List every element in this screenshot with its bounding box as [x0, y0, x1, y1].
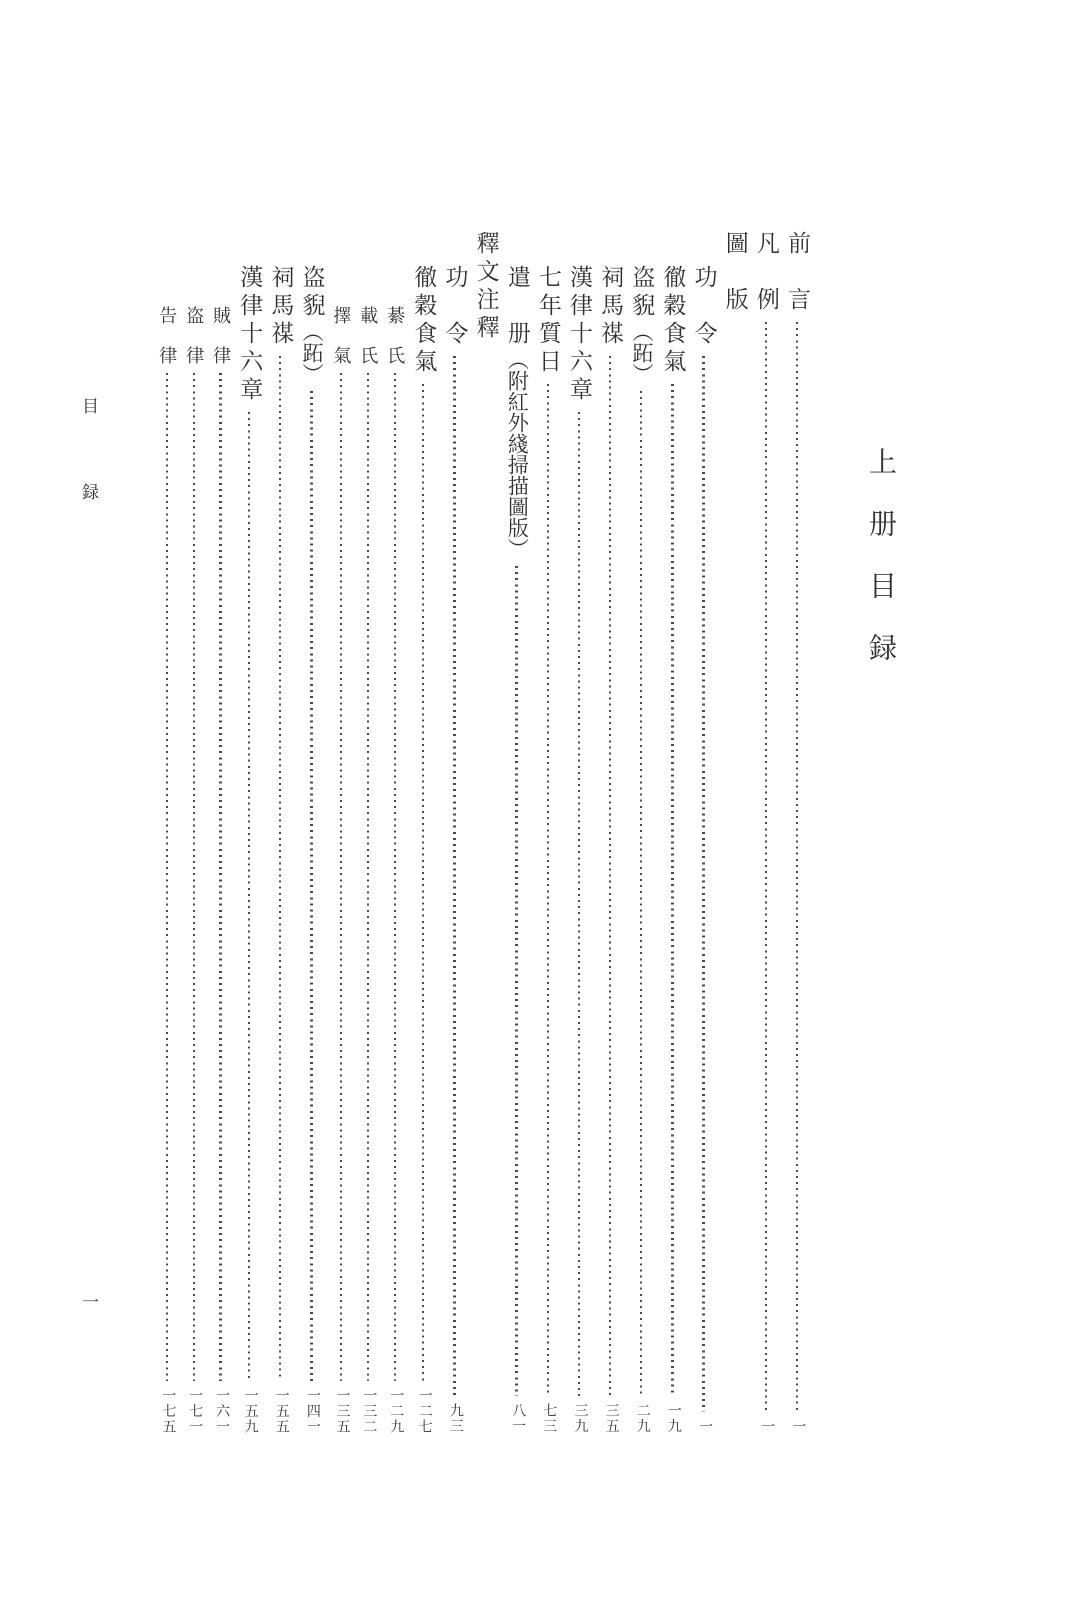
toc-page-number: 八一 [510, 1403, 526, 1434]
toc-entry [237, 231, 261, 1434]
toc-entry-label: 盗 律 [184, 306, 205, 366]
toc-page-number: 一三二 [361, 1387, 377, 1434]
toc-entry [411, 231, 435, 1434]
toc-page-number: 七三 [541, 1403, 557, 1434]
toc-entry-note: （跖） [300, 321, 325, 384]
toc-page-number: 一 [697, 1418, 712, 1434]
dotted-leader [515, 566, 517, 1396]
toc-entry-label: 七年質日 [535, 265, 561, 377]
toc-entry [691, 231, 715, 1434]
toc-entry-label: 徹穀食氣 [660, 265, 686, 377]
toc-entry-label: 告 律 [157, 306, 178, 366]
toc-entry-label: 賊 律 [211, 306, 232, 366]
toc-page-number: 一五五 [273, 1387, 289, 1434]
dotted-leader [279, 356, 281, 1381]
dotted-leader [578, 412, 580, 1396]
running-head: 目 録 [79, 397, 98, 526]
toc-entry-label: 功 令 [691, 265, 717, 349]
toc-page-number: 一四一 [304, 1387, 320, 1434]
dotted-leader [796, 322, 798, 1412]
folio-number: 一 [82, 1293, 99, 1312]
toc-entry [629, 231, 653, 1434]
toc-entry [332, 231, 351, 1434]
toc-entry [299, 231, 323, 1434]
toc-entry-label: 祠馬禖 [598, 265, 624, 349]
dotted-leader [702, 356, 704, 1412]
toc-page-number: 一七一 [187, 1387, 203, 1434]
dotted-leader [248, 412, 250, 1381]
toc-entry [598, 231, 622, 1434]
toc-entry-label: 前 言 [785, 231, 810, 315]
toc-entry-label: 擇 氣 [331, 306, 352, 366]
toc-page-number: 一五九 [242, 1387, 258, 1434]
toc-entry-label: 漢律十六章 [567, 265, 593, 405]
toc-entry-label: 漢律十六章 [237, 265, 263, 405]
dotted-leader [547, 384, 549, 1396]
dotted-leader [394, 373, 396, 1381]
toc-entry-label: 盗貎 [299, 265, 325, 321]
toc-entry [184, 231, 203, 1434]
dotted-leader [609, 356, 611, 1396]
toc-entry-label: 凡 例 [753, 231, 779, 315]
toc-page-number: 一七五 [160, 1387, 176, 1434]
toc-entry-label: 功 令 [442, 265, 468, 349]
toc-entry-label: 遣 册 [504, 265, 530, 349]
dotted-leader [166, 373, 168, 1381]
toc-entry-label: 釋文注釋 [473, 231, 499, 343]
toc-entry-note: （附紅外綫掃描圖版） [505, 349, 530, 559]
toc-entry [157, 231, 176, 1434]
toc-entry [754, 231, 778, 1434]
toc-entry [785, 231, 809, 1434]
toc-entry-label: 盗貎 [629, 265, 655, 321]
dotted-leader [219, 373, 221, 1381]
toc-entry [536, 231, 560, 1434]
dotted-leader [310, 391, 312, 1381]
toc-entry-label: 圖 版 [722, 231, 748, 315]
volume-title: 上册目録 [865, 447, 896, 695]
dotted-leader [422, 384, 424, 1381]
toc-entry [358, 231, 377, 1434]
toc-entry [723, 231, 747, 1434]
toc-page-number: 一三五 [334, 1387, 350, 1434]
toc-entry [211, 231, 230, 1434]
toc-entry-label: 祠馬禖 [268, 265, 294, 349]
toc-entry [505, 231, 529, 1434]
toc-entry-note: （跖） [629, 321, 654, 384]
toc-page-number: 九三 [447, 1403, 463, 1434]
toc-entry [660, 231, 684, 1434]
table-of-contents [149, 231, 809, 1434]
toc-page-number: 一 [790, 1418, 806, 1434]
toc-page-number: 一二七 [416, 1387, 432, 1434]
dotted-leader [640, 391, 642, 1396]
toc-page-number: 三五 [603, 1403, 619, 1434]
dotted-leader [367, 373, 369, 1381]
toc-entry [473, 231, 497, 1434]
dotted-leader [453, 356, 455, 1396]
toc-page-number: 一九 [665, 1403, 681, 1434]
toc-page-number: 三九 [572, 1403, 588, 1434]
toc-entry [268, 231, 292, 1434]
toc-entry-label: 載 氏 [358, 306, 379, 366]
dotted-leader [671, 384, 673, 1396]
toc-entry [385, 231, 404, 1434]
dotted-leader [193, 373, 195, 1381]
toc-page-number: 一二九 [388, 1387, 404, 1434]
dotted-leader [765, 322, 767, 1412]
toc-entry [442, 231, 466, 1434]
toc-entry [567, 231, 591, 1434]
toc-entry-label: 徹穀食氣 [411, 265, 437, 377]
toc-page-number: 二九 [634, 1403, 650, 1434]
dotted-leader [340, 373, 342, 1381]
toc-entry-label: 綦 氏 [385, 306, 406, 366]
toc-page-number: 一 [759, 1418, 775, 1434]
toc-page-number: 一六一 [214, 1387, 230, 1434]
